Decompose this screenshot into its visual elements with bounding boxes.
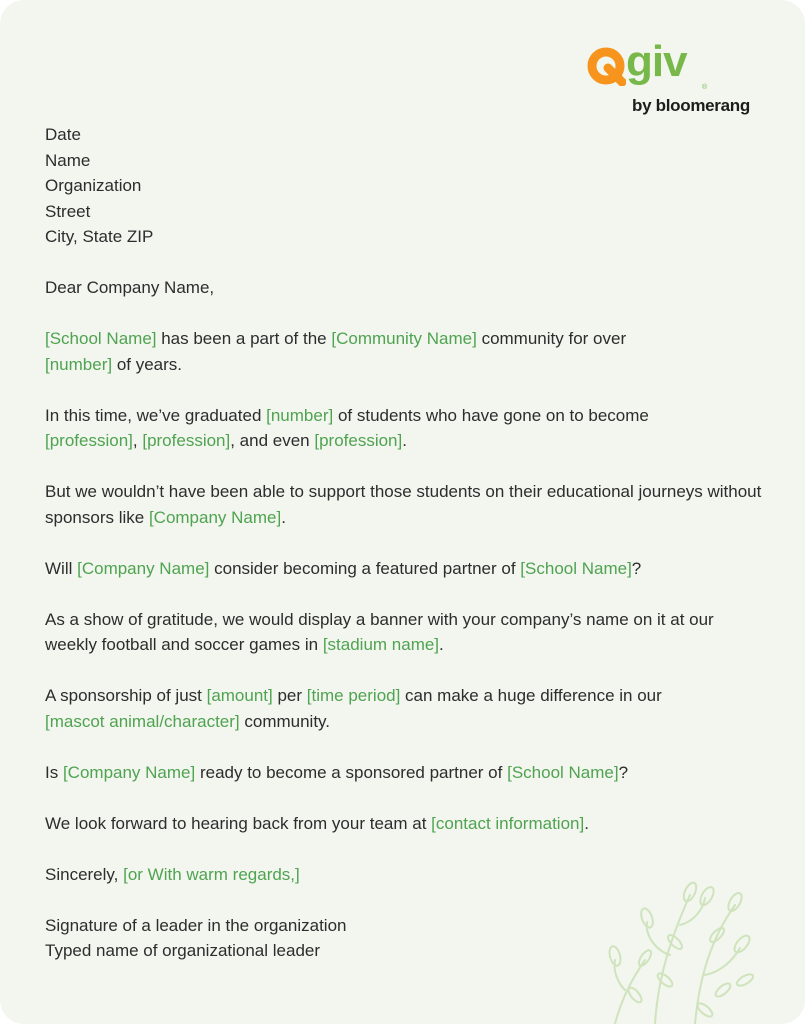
signature-block: Signature of a leader in the organization Typed name of organizational leader — [45, 915, 347, 960]
paragraph-sponsors: But we wouldn’t have been able to support those students on their educational journeys without sponsors like [Company Name]. — [45, 482, 762, 527]
q-mark-icon — [586, 46, 626, 86]
placeholder: [or With warm regards,] — [123, 864, 300, 884]
paragraph-graduates: In this time, we’ve graduated [number] of students who have gone on to become [profession], [profession], and even [profession]. — [45, 405, 649, 450]
logo-subtitle: by bloomerang — [632, 96, 750, 115]
placeholder: [mascot animal/character] — [45, 711, 240, 731]
salutation: Dear Company Name, — [45, 278, 215, 297]
placeholder: [School Name] — [507, 762, 619, 782]
placeholder: [amount] — [206, 686, 273, 705]
registered-mark: ® — [702, 84, 708, 91]
placeholder: [profession] — [45, 431, 133, 450]
paragraph-question: Will [Company Name] consider becoming a featured partner of [School Name]? — [45, 558, 642, 578]
placeholder: [time period] — [306, 686, 401, 705]
paragraph-history: [School Name] has been a part of the [Community Name] community for over [number] of years. — [45, 329, 627, 374]
placeholder: [Community Name] — [331, 329, 477, 348]
address-line: Street — [45, 201, 91, 221]
paragraph-ready: Is [Company Name] ready to become a sponsored partner of [School Name]? — [45, 762, 629, 782]
placeholder: [profession] — [314, 431, 403, 450]
address-line: Name — [45, 150, 91, 170]
placeholder: [number] — [266, 405, 334, 425]
placeholder: [stadium name] — [322, 635, 440, 654]
placeholder: [Company Name] — [62, 762, 196, 782]
placeholder: [profession] — [142, 431, 231, 450]
logo-wordmark: giv — [626, 37, 687, 86]
address-block — [45, 122, 765, 250]
placeholder: [Company Name] — [148, 507, 282, 527]
placeholder: [contact information] — [431, 813, 585, 833]
paragraph-sponsorship: A sponsorship of just [amount] per [time period] can make a huge difference in our [mascot animal/character] community. — [45, 686, 662, 731]
qgiv-logo — [584, 37, 764, 120]
paragraph-gratitude: As a show of gratitude, we would display a banner with your company’s name on it at our weekly football and soccer games in [stadium name]. — [45, 609, 714, 654]
placeholder: [Company Name] — [77, 558, 210, 578]
address-line: Organization — [45, 176, 142, 195]
address-line: City, State ZIP — [45, 227, 154, 246]
placeholder: [School Name] — [520, 558, 632, 578]
placeholder: [number] — [45, 354, 113, 374]
placeholder: [School Name] — [45, 329, 157, 348]
leaf-branch-icon — [595, 880, 765, 1024]
closing: Sincerely, [or With warm regards,] — [45, 864, 300, 884]
letter-body — [45, 122, 765, 989]
paragraph-contact: We look forward to hearing back from your team at [contact information]. — [45, 813, 589, 833]
address-line: Date — [45, 125, 81, 144]
